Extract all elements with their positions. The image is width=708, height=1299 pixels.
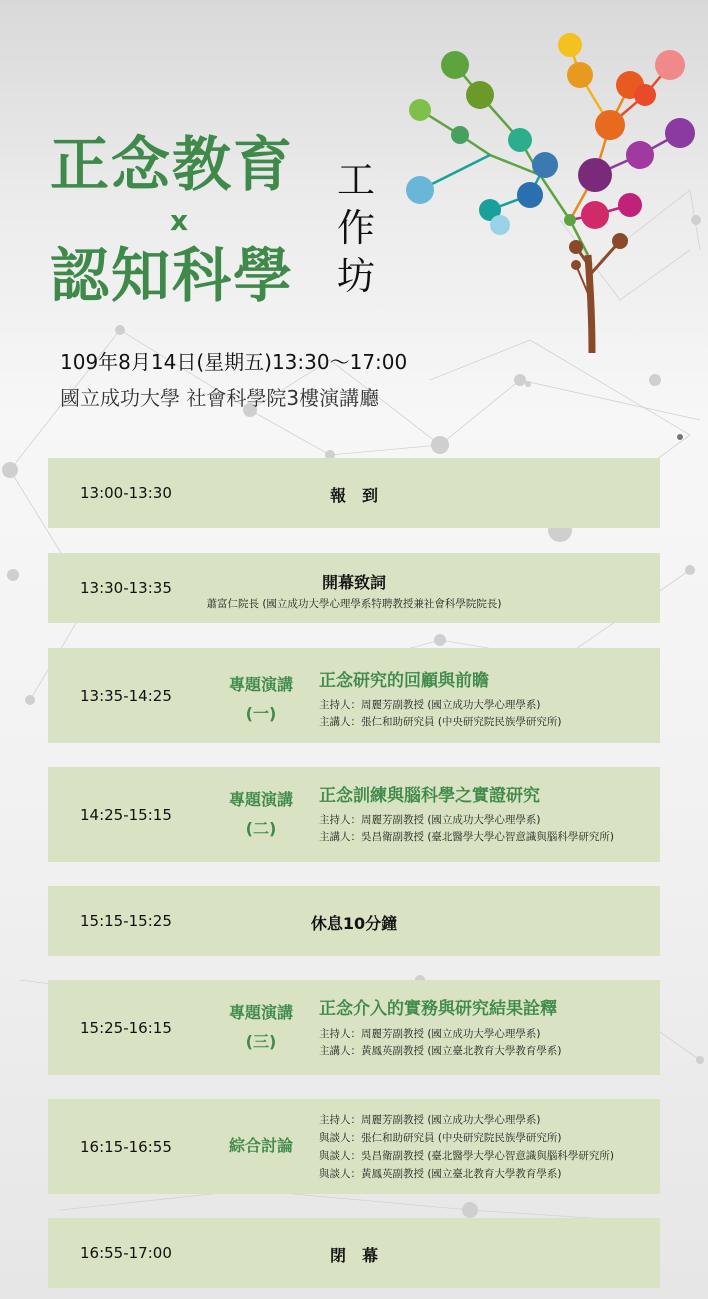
schedule-row-talk-3 [48,980,660,1075]
row-host: 主持人：周麗芳副教授 (國立成功大學心理學系) [319,814,541,826]
row-category [211,785,311,843]
schedule-row-talk-2 [48,767,660,862]
row-topic: 正念介入的實務與研究結果詮釋 [319,999,557,1019]
row-label: 休息10分鐘 [310,914,398,933]
row-category [211,1131,311,1160]
row-host: 主持人：周麗芳副教授 (國立成功大學心理學系) [319,699,541,711]
row-host: 主持人：周麗芳副教授 (國立成功大學心理學系) [319,1028,541,1040]
title-line-2: 認知科學 [50,241,295,310]
row-time: 14:25-15:15 [80,805,172,824]
row-time: 16:15-16:55 [80,1137,172,1156]
schedule-row-discussion [48,1099,660,1194]
tree-network-illustration [380,15,700,360]
category-number: (二) [245,819,277,838]
row-category [211,670,311,728]
row-speaker: 主講人：黃鳳英副教授 (國立臺北教育大學教育學系) [319,1045,562,1057]
row-subtext: 蕭富仁院長 (國立成功大學心理學系特聘教授兼社會科學院院長) [206,598,502,610]
row-time: 16:55-17:00 [80,1244,172,1262]
row-host: 主持人：周麗芳副教授 (國立成功大學心理學系) [319,1114,541,1126]
row-label: 報 到 [329,486,378,505]
row-speaker: 主講人：張仁和助研究員 (中央研究院民族學研究所) [319,716,562,728]
schedule-row-talk-1 [48,648,660,743]
row-time: 15:15-15:25 [80,912,172,930]
title-line-1: 正念教育 [50,130,295,199]
category-number: (三) [245,1032,277,1051]
row-panelist: 與談人：黃鳳英副教授 (國立臺北教育大學教育學系) [319,1168,562,1180]
title-x: x [170,204,189,237]
title-workshop-char: 工 [336,158,375,202]
row-time: 13:35-14:25 [80,686,172,705]
row-panelist: 與談人：張仁和助研究員 (中央研究院民族學研究所) [319,1132,562,1144]
row-time: 13:30-13:35 [80,579,172,597]
row-label: 閉 幕 [329,1246,378,1265]
category-number: (一) [245,704,277,723]
schedule-row-opening [48,553,660,623]
title-workshop-char: 坊 [336,254,375,298]
row-panelist: 與談人：吳昌衛副教授 (臺北醫學大學心智意識與腦科學研究所) [319,1150,615,1162]
event-date: 109年8月14日(星期五)13:30～17:00 [60,350,408,374]
category-label: 專題演講 [228,675,293,694]
schedule-row-break [48,886,660,956]
title-workshop [336,156,376,300]
row-topic: 正念研究的回顧與前瞻 [319,671,489,691]
category-label: 專題演講 [228,790,293,809]
event-venue: 國立成功大學 社會科學院3樓演講廳 [60,386,380,410]
row-topic: 正念訓練與腦科學之實證研究 [319,786,540,806]
schedule-row-checkin [48,458,660,528]
schedule-row-closing [48,1218,660,1288]
row-time: 15:25-16:15 [80,1018,172,1037]
category-label: 綜合討論 [228,1136,293,1155]
row-time: 13:00-13:30 [80,484,172,502]
row-label: 開幕致詞 [321,573,386,592]
row-speaker: 主講人：吳昌衛副教授 (臺北醫學大學心智意識與腦科學研究所) [319,831,615,843]
row-category [211,998,311,1056]
title-workshop-char: 作 [336,206,375,250]
category-label: 專題演講 [228,1003,293,1022]
